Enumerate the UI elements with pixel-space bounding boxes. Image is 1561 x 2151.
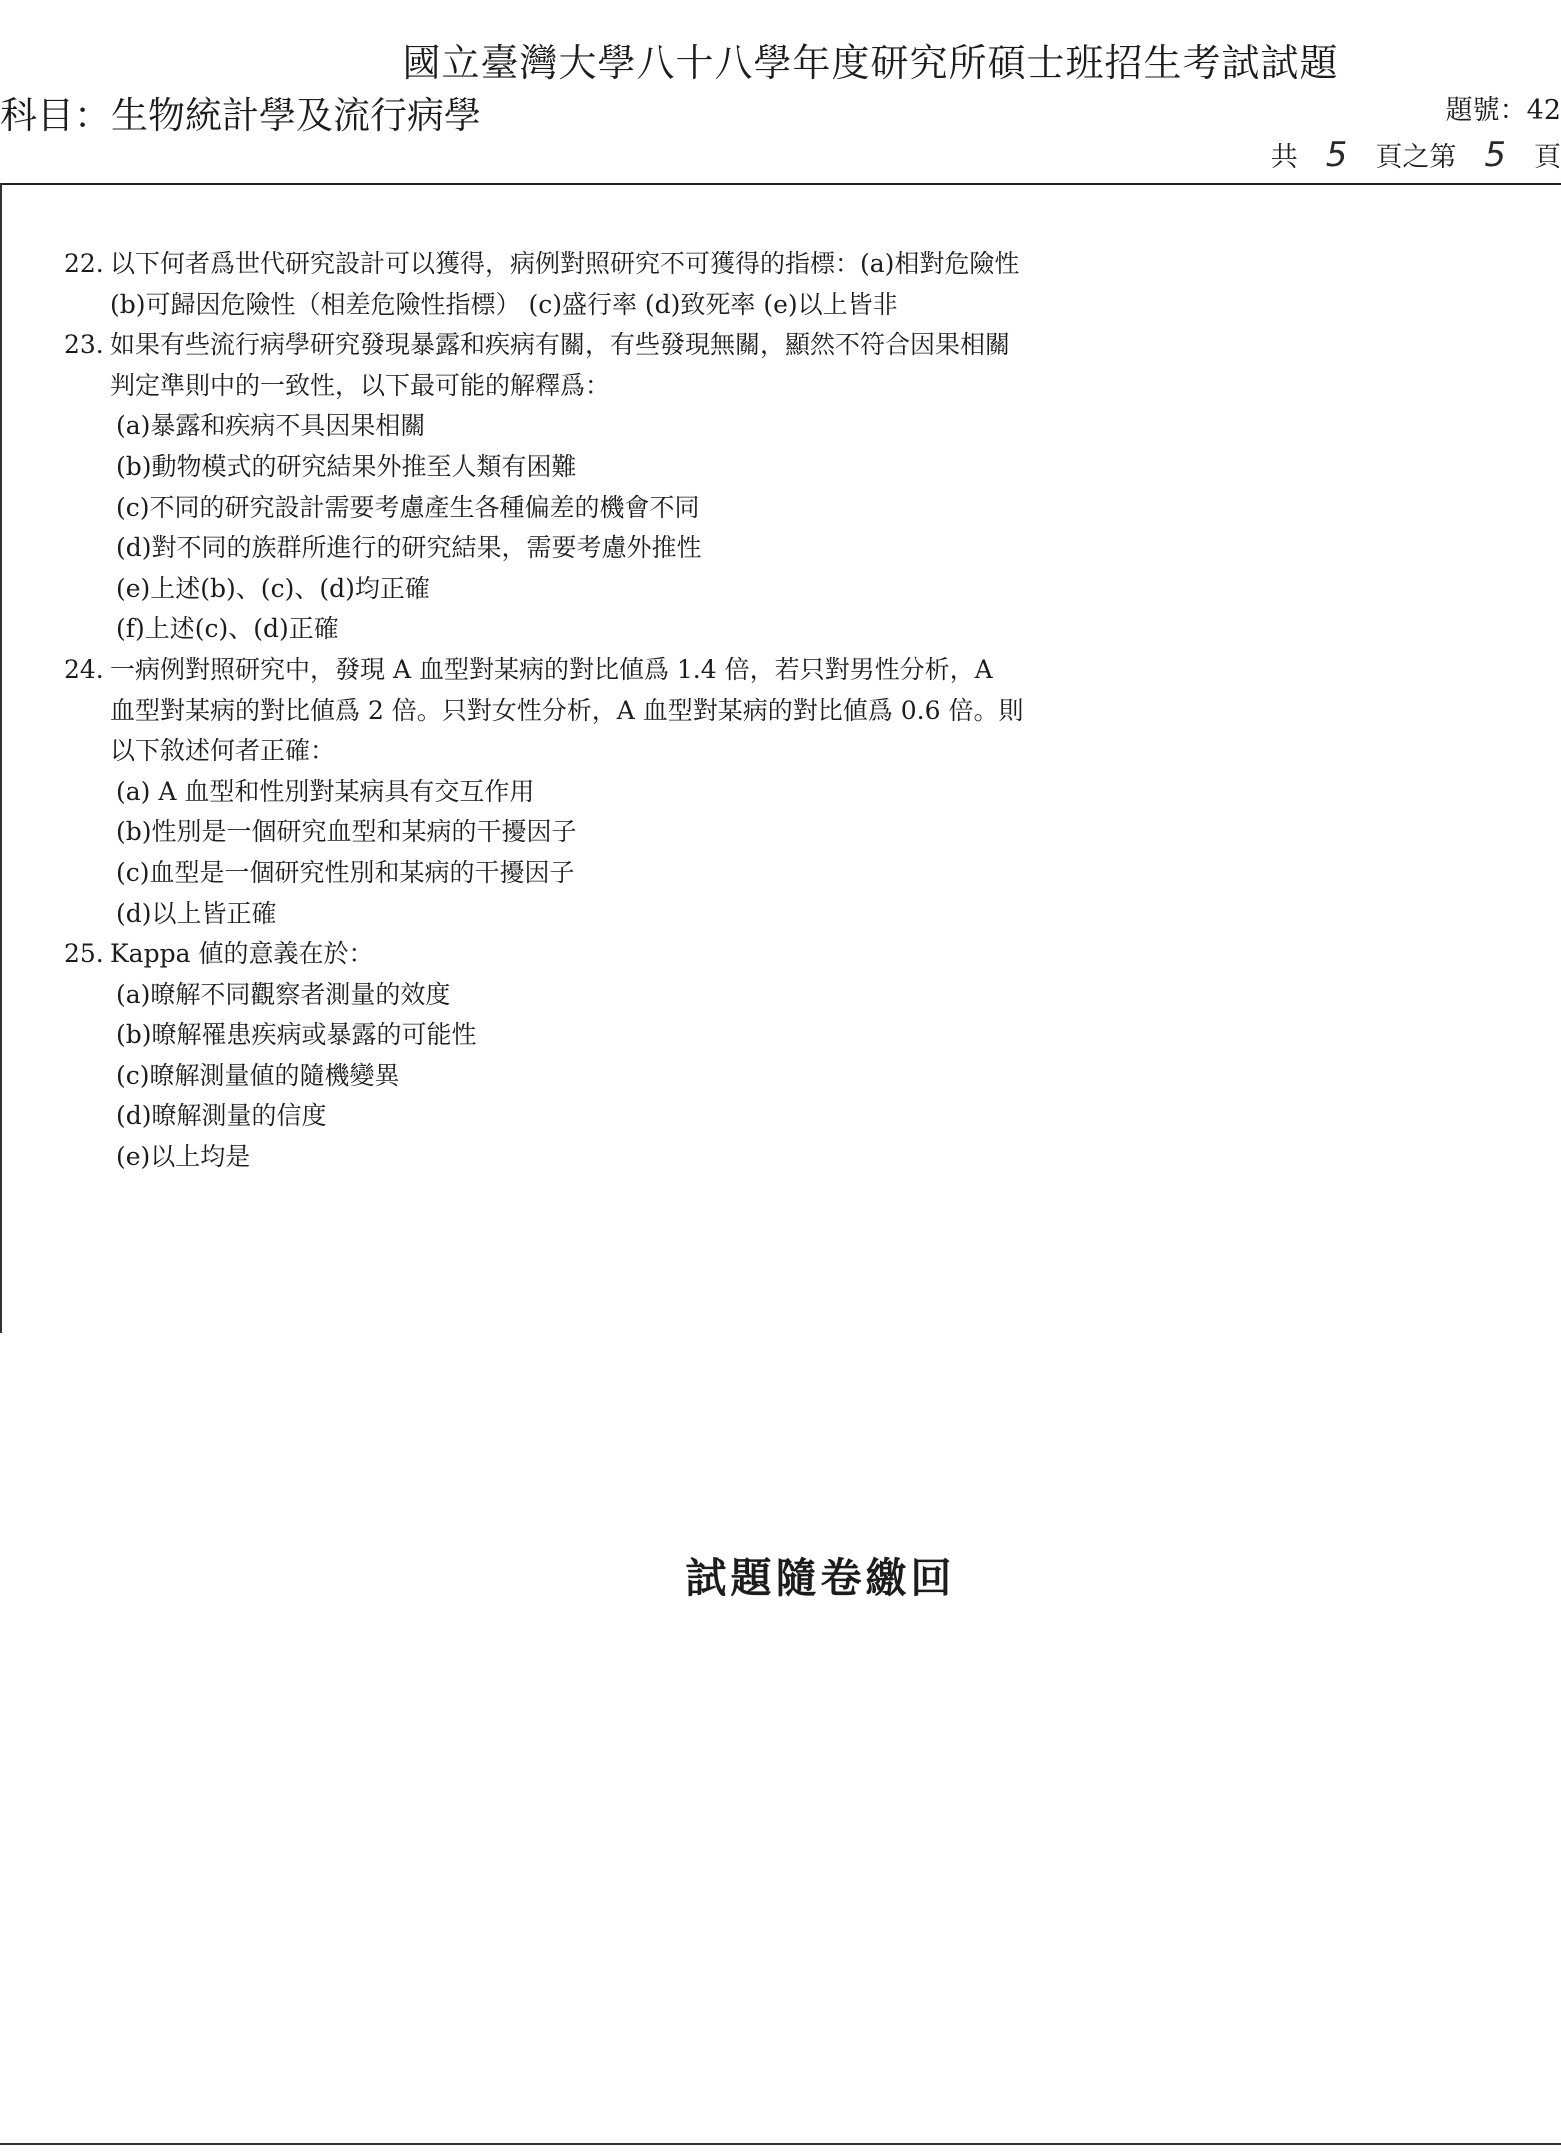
question-text: Kappa 値的意義在於： [110,939,374,969]
option-d: (d)以上皆正確 [116,898,277,928]
question-23 [64,325,1024,650]
return-notice: 試題隨卷繳回 [685,1554,956,1602]
option-a: (a)暸解不同觀察者測量的效度 [116,979,451,1009]
question-25 [64,934,1024,1178]
page-total: 5 [1325,135,1348,175]
option-b: (b)暸解罹患疾病或暴露的可能性 [116,1020,477,1050]
page-current: 5 [1484,135,1506,175]
question-24 [64,650,1024,934]
option-b: (b)動物模式的研究結果外推至人類有困難 [116,451,577,481]
option-a: (a)暴露和疾病不具因果相關 [116,411,426,441]
subject-line: 科目：生物統計學及流行病學 [0,94,481,137]
question-22 [64,244,1024,325]
option-c: (c)血型是一個研究性別和某病的干擾因子 [116,857,575,887]
option-d: (d)暸解測量的信度 [116,1101,327,1131]
option-e: (e)以上均是 [116,1142,251,1172]
option-e: (e)上述(b)、(c)、(d)均正確 [116,573,430,603]
question-code: 題號：42 [1445,95,1561,126]
option-b: (b)性別是一個研究血型和某病的干擾因子 [116,817,577,847]
question-number: 22. [64,249,104,278]
question-text: 如果有些流行病學研究發現暴露和疾病有關，有些發現無關，顯然不符合因果相關判定準則中的一致性，以下最可能的解釋爲： [110,330,1011,400]
option-d: (d)對不同的族群所進行的研究結果，需要考慮外推性 [116,533,702,563]
page-count [1271,135,1561,175]
page-title: 國立臺灣大學八十八學年度研究所碩士班招生考試試題 [402,41,1339,85]
page-suffix: 頁 [1534,142,1561,173]
question-text: 一病例對照研究中，發現 A 血型對某病的對比値爲 1.4 倍，若只對男性分析，A 血型對某病的對比値爲 2 倍。只對女性分析，A 血型對某病的對比値爲 0.6 倍。則以下敘述何者正確： [110,654,1024,766]
question-number: 23. [64,330,104,360]
header-rule [0,183,1561,185]
question-list [64,244,1024,1178]
question-number: 24. [64,654,104,684]
option-f: (f)上述(c)、(d)正確 [116,614,339,644]
page-prefix: 共 [1270,142,1298,173]
bottom-rule [0,2143,1561,2145]
option-c: (c)暸解測量値的隨機變異 [116,1060,400,1090]
left-border [0,183,2,1333]
question-number: 25. [64,939,104,969]
question-text: 以下何者爲世代研究設計可以獲得，病例對照研究不可獲得的指標：(a)相對危險性 (b)可歸因危險性（相差危險性指標） (c)盛行率 (d)致死率 (e)以上皆非 [110,249,1020,319]
page-middle: 頁之第 [1375,142,1457,173]
option-a: (a) A 血型和性別對某病具有交互作用 [116,776,535,806]
option-c: (c)不同的研究設計需要考慮產生各種偏差的機會不同 [116,492,700,522]
